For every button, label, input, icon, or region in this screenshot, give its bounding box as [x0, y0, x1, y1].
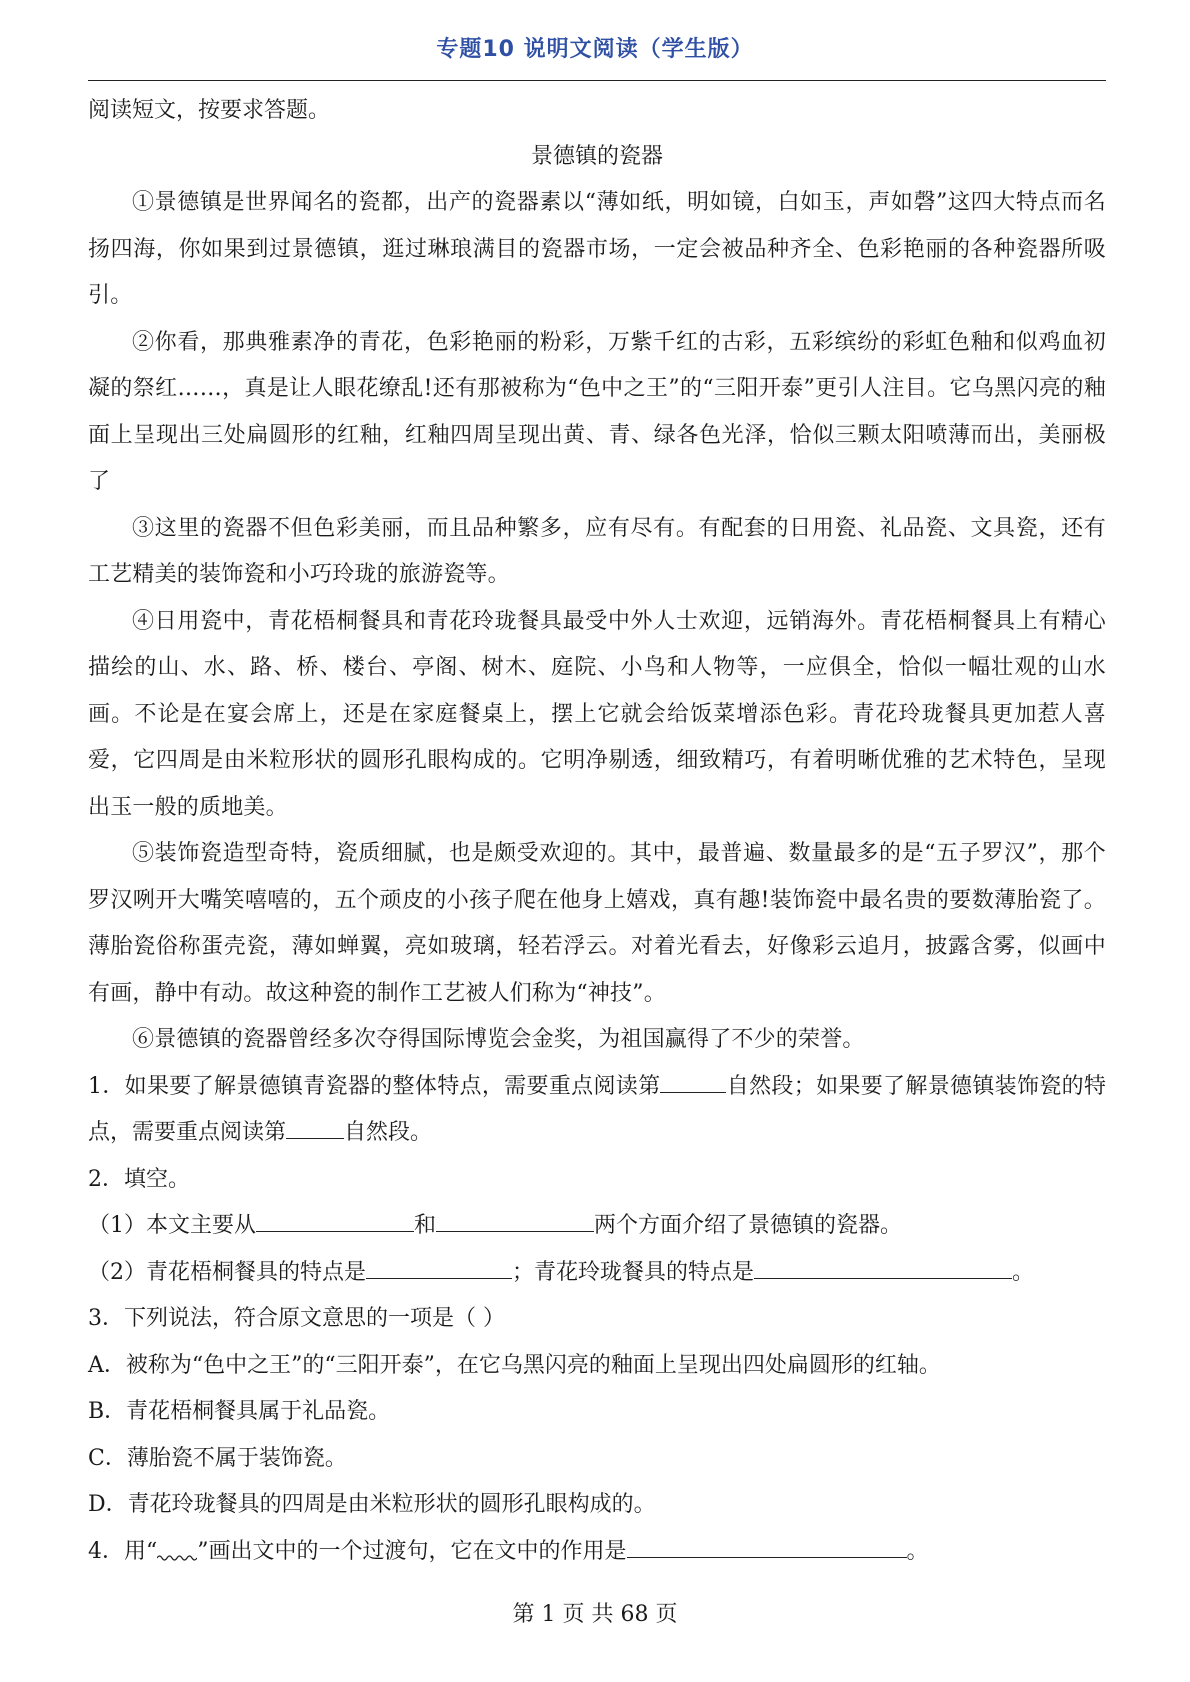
article-paragraph-5: ⑤装饰瓷造型奇特，瓷质细腻，也是颇受欢迎的。其中，最普遍、数量最多的是“五子罗汉”，那个罗汉咧开大嘴笑嘻嘻的，五个顽皮的小孩子爬在他身上嬉戏，真有趣!装饰瓷中最名贵的要数薄胎瓷了。薄胎瓷俗称蛋壳瓷，薄如蝉翼，亮如玻璃，轻若浮云。对着光看去，好像彩云追月，披露含雾，似画中有画，静中有动。故这种瓷的制作工艺被人们称为“神技”。 — [88, 841, 1106, 1006]
answer-blank[interactable] — [754, 1254, 1012, 1279]
question-2-sub-2-text-c: 。 — [1012, 1259, 1035, 1285]
question-3-stem: 3．下列说法，符合原文意思的一项是（ ） — [88, 1306, 505, 1331]
article-paragraph-2: ②你看，那典雅素净的青花，色彩艳丽的粉彩，万紫千红的古彩，五彩缤纷的彩虹色釉和似鸡血初凝的祭红……，真是让人眼花缭乱!还有那被称为“色中之王”的“三阳开泰”更引人注目。它乌黑闪亮的釉面上呈现出三处扁圆形的红釉，红釉四周呈现出黄、青、绿各色光泽，恰似三颗太阳喷薄而出，美丽极了 — [88, 329, 1106, 494]
answer-blank[interactable] — [627, 1533, 907, 1558]
question-1 — [88, 1064, 1106, 1157]
question-4-text-c: 。 — [906, 1538, 929, 1564]
header-divider — [88, 80, 1106, 81]
question-1-text-a: 1．如果要了解景德镇青瓷器的整体特点，需要重点阅读第 — [88, 1073, 661, 1099]
answer-blank[interactable] — [256, 1207, 414, 1232]
article-paragraph-1: ①景德镇是世界闻名的瓷都，出产的瓷器素以“薄如纸，明如镜，白如玉，声如磬”这四大特点而名扬四海，你如果到过景德镇，逛过琳琅满目的瓷器市场，一定会被品种齐全、色彩艳丽的各种瓷器所吸引。 — [88, 190, 1106, 308]
question-3-option-c[interactable]: C．薄胎瓷不属于装饰瓷。 — [88, 1445, 347, 1471]
question-2-sub-1-text-a: （1）本文主要从 — [88, 1213, 256, 1238]
question-2-sub-2-text-b: ；青花玲珑餐具的特点是 — [512, 1259, 755, 1285]
question-1-text-b: 自然段；如果要了解景德镇装饰 — [726, 1073, 1040, 1099]
question-2-sub-1-text-b: 和 — [414, 1213, 437, 1238]
question-2-sub-1-text-c: 两个方面介绍了景德镇的瓷器。 — [594, 1213, 903, 1238]
question-4-text-a: 4．用“ — [88, 1538, 158, 1564]
article-title: 景德镇的瓷器 — [530, 144, 663, 169]
answer-blank[interactable] — [366, 1254, 512, 1279]
question-3-option-b[interactable]: B．青花梧桐餐具属于礼品瓷。 — [88, 1399, 391, 1424]
question-2-stem: 2．填空。 — [88, 1166, 190, 1192]
reading-instruction: 阅读短文，按要求答题。 — [88, 98, 331, 123]
answer-blank[interactable] — [660, 1068, 726, 1093]
question-1-text-d: 自然段。 — [344, 1120, 433, 1145]
article-paragraph-4: ④日用瓷中，青花梧桐餐具和青花玲珑餐具最受中外人士欢迎，远销海外。青花梧桐餐具上有精心描绘的山、水、路、桥、楼台、亭阁、树木、庭院、小鸟和人物等，一应俱全，恰似一幅壮观的山水画。不论是在宴会席上，还是在家庭餐桌上，摆上它就会给饭菜增添色彩。青花玲珑餐具更加惹人喜爱，它四周是由米粒形状的圆形孔眼构成的。它明净剔透，细致精巧，有着明晰优雅的艺术特色，呈现出玉一般的质地美。 — [88, 608, 1106, 820]
page-header-title: 专题10 说明文阅读（学生版） — [436, 37, 754, 62]
question-4-text-b: ”画出文中的一个过渡句，它在文中的作用是 — [197, 1538, 627, 1564]
page-number-footer: 第 1 页 共 68 页 — [512, 1602, 678, 1627]
question-2-sub-2-text-a: （2）青花梧桐餐具的特点是 — [88, 1259, 366, 1285]
question-3-option-d[interactable]: D．青花玲珑餐具的四周是由米粒形状的圆形孔眼构成的。 — [88, 1492, 656, 1517]
article-paragraph-6: ⑥景德镇的瓷器曾经多次夺得国际博览会金奖，为祖国赢得了不少的荣誉。 — [132, 1027, 865, 1052]
question-1-text-c: 瓷的特点，需要重点阅读第 — [88, 1073, 1106, 1145]
answer-blank[interactable] — [286, 1114, 344, 1139]
answer-blank[interactable] — [436, 1207, 594, 1232]
article-paragraph-3: ③这里的瓷器不但色彩美丽，而且品种繁多，应有尽有。有配套的日用瓷、礼品瓷、文具瓷，还有工艺精美的装饰瓷和小巧玲珑的旅游瓷等。 — [88, 515, 1106, 587]
question-2-sub-1 — [88, 1203, 1106, 1250]
document-body — [88, 88, 1106, 1575]
wavy-underline-icon — [157, 1536, 197, 1558]
question-4 — [88, 1529, 1106, 1576]
question-2-sub-2 — [88, 1250, 1106, 1297]
question-3-option-a[interactable]: A．被称为“色中之王”的“三阳开泰”，在它乌黑闪亮的釉面上呈现出四处扁圆形的红轴。 — [88, 1352, 941, 1378]
